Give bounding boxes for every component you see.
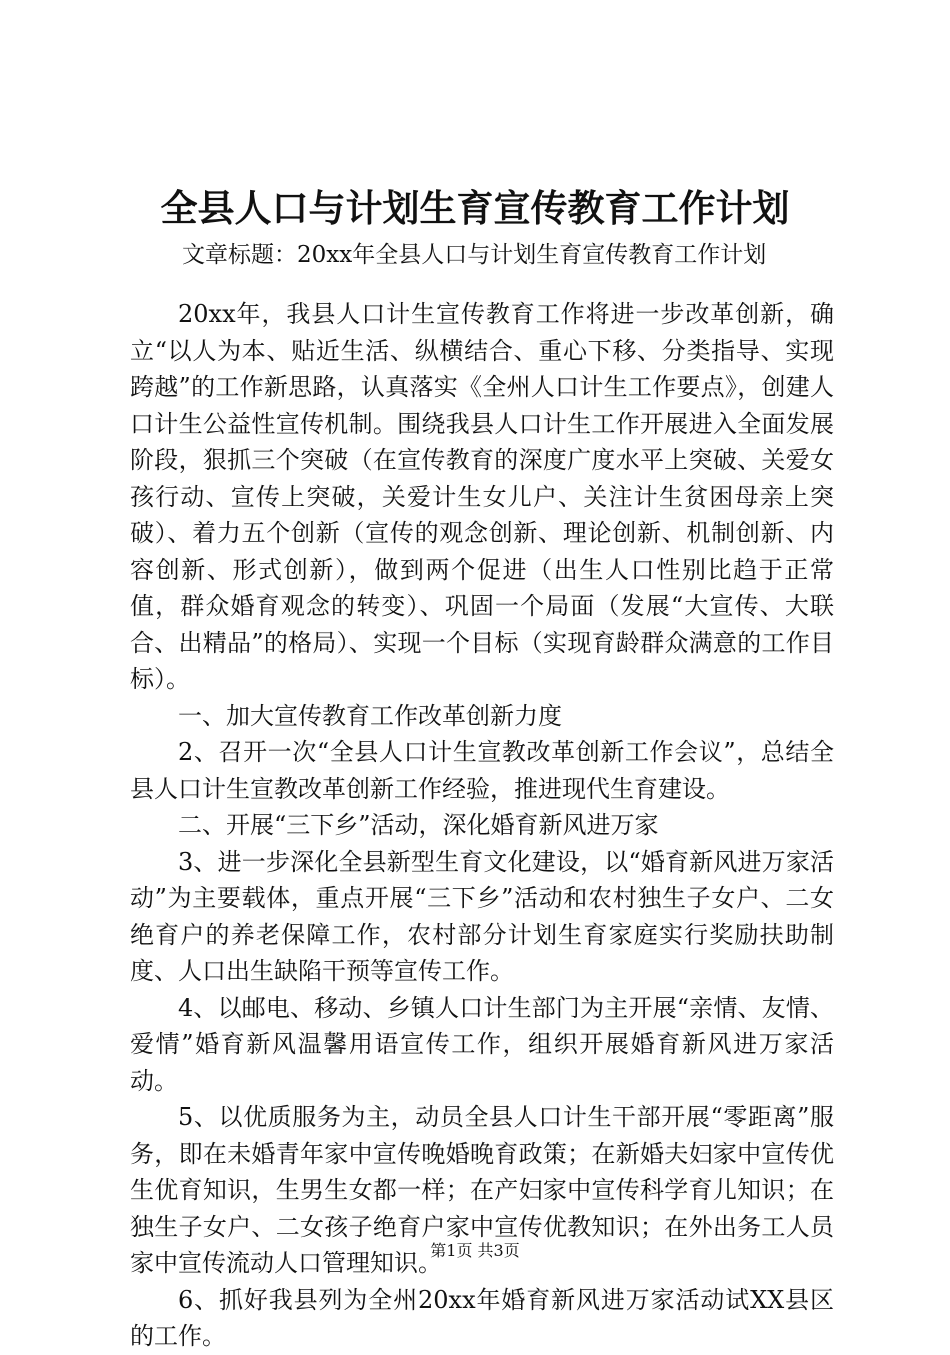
document-body	[130, 296, 834, 1355]
paragraph-item-2: 2、召开一次“全县人口计生宣教改革创新工作会议”，总结全县人口计生宣教改革创新工作经验，推进现代生育建设。	[130, 738, 834, 803]
document-title: 全县人口与计划生育宣传教育工作计划	[160, 187, 790, 230]
paragraph-item-4: 4、以邮电、移动、乡镇人口计生部门为主开展“亲情、友情、爱情”婚育新风温馨用语宣传工作，组织开展婚育新风进万家活动。	[130, 993, 834, 1095]
paragraph-item-3: 3、进一步深化全县新型生育文化建设，以“婚育新风进万家活动”为主要载体，重点开展“三下乡”活动和农村独生子女户、二女绝育户的养老保障工作，农村部分计划生育家庭实行奖励扶助制度、人口出生缺陷干预等宣传工作。	[130, 847, 834, 985]
paragraph-intro: 20xx年，我县人口计生宣传教育工作将进一步改革创新，确立“以人为本、贴近生活、纵横结合、重心下移、分类指导、实现跨越”的工作新思路，认真落实《全州人口计生工作要点》，创建人口计生公益性宣传机制。围绕我县人口计生工作开展进入全面发展阶段，狠抓三个突破（在宣传教育的深度广度水平上突破、关爱女孩行动、宣传上突破，关爱计生女儿户、关注计生贫困母亲上突破）、着力五个创新（宣传的观念创新、理论创新、机制创新、内容创新、形式创新），做到两个促进（出生人口性别比趋于正常值，群众婚育观念的转变）、巩固一个局面（发展“大宣传、大联合、出精品”的格局）、实现一个目标（实现育龄群众满意的工作目标）。	[130, 300, 834, 693]
paragraph-item-5: 5、以优质服务为主，动员全县人口计生干部开展“零距离”服务，即在未婚青年家中宣传晚婚晚育政策；在新婚夫妇家中宣传优生优育知识，生男生女都一样；在产妇家中宣传科学育儿知识；在独生子女户、二女孩子绝育户家中宣传优教知识；在外出务工人员家中宣传流动人口管理知识。	[130, 1103, 834, 1277]
section-heading-1: 一、加大宣传教育工作改革创新力度	[178, 701, 562, 730]
section-heading-2: 二、开展“三下乡”活动，深化婚育新风进万家	[178, 811, 659, 839]
paragraph-item-6: 6、抓好我县列为全州20xx年婚育新风进万家活动试XX县区的工作。	[130, 1285, 834, 1350]
page-number-footer: 第1页 共3页	[430, 1241, 520, 1260]
document-subtitle: 文章标题：20xx年全县人口与计划生育宣传教育工作计划	[182, 242, 767, 268]
